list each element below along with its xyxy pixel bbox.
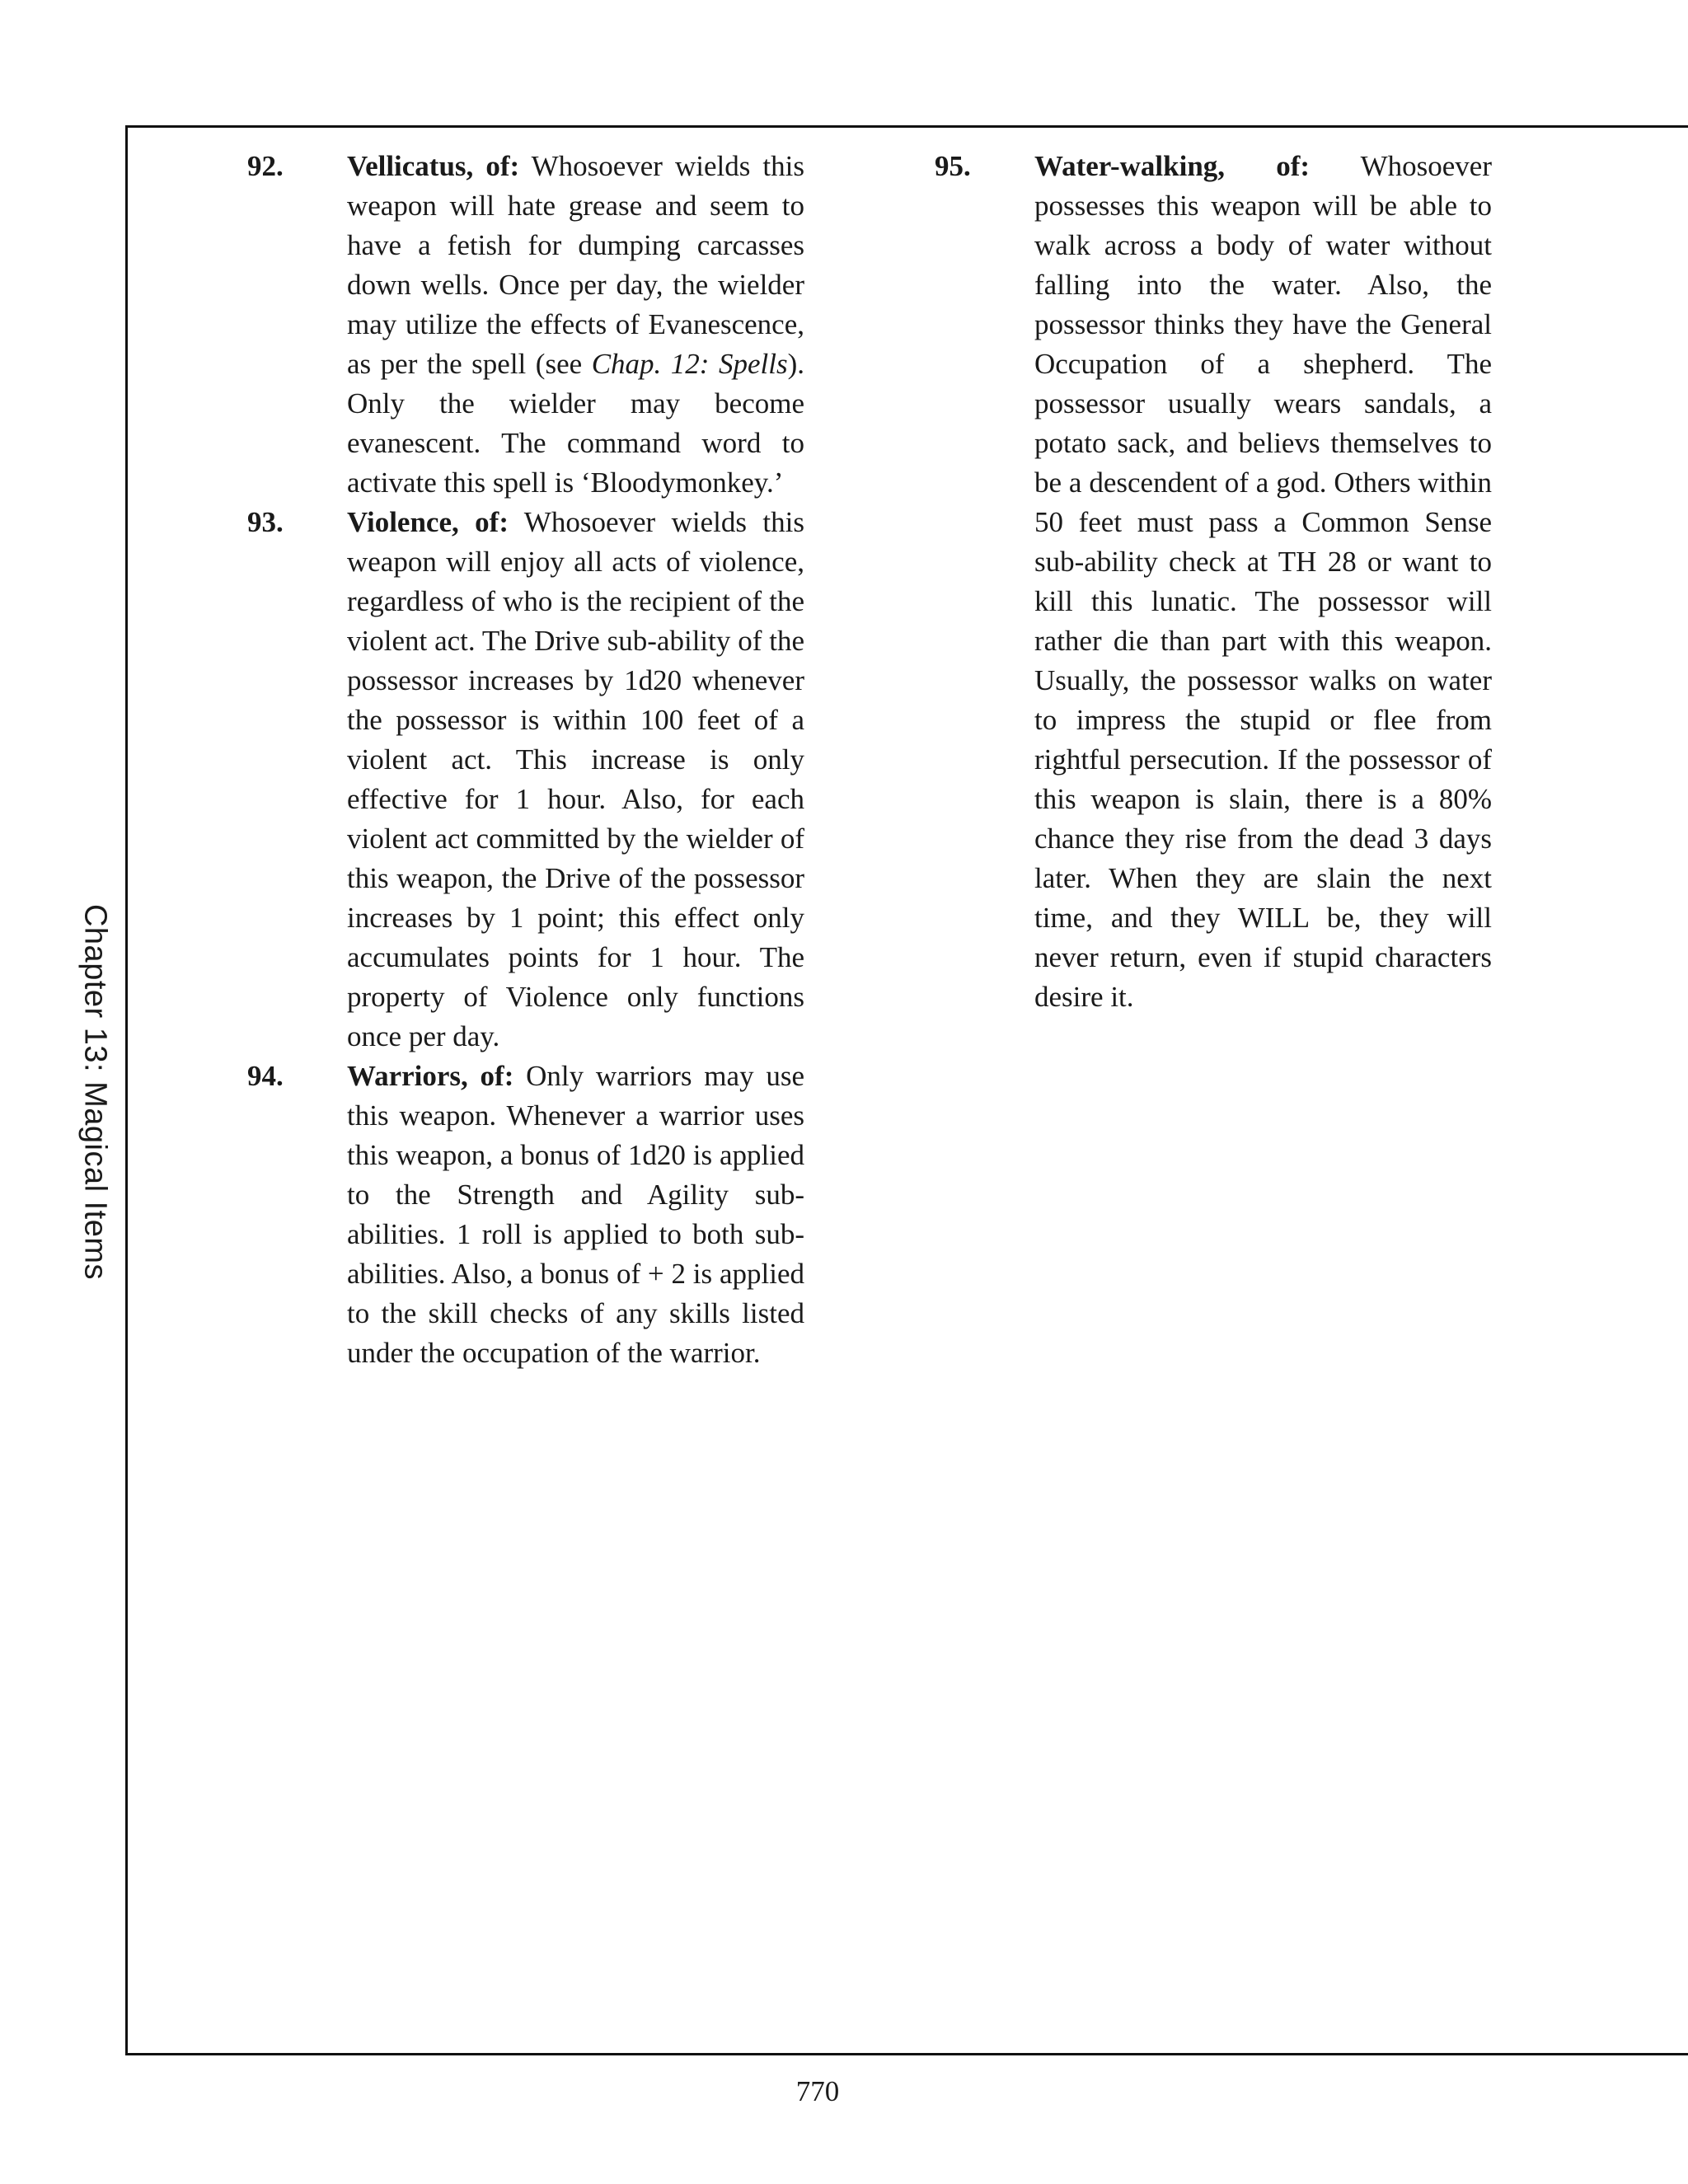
entry-text: Whosoever wields this weapon will enjoy all acts of violence, regardless of who is the recipient of the violent act. The Drive sub-ability of the possessor increases by 1d20 whenever the possessor is within 100 feet of a violent act. This increase is only effective for 1 hour. Also, for each violent act committed by the wielder of this weapon, the Drive of the possessor increases by 1 point; this effect only accumulates points for 1 hour. The property of Violence only functions once per day. bbox=[347, 506, 804, 1052]
entry-93 bbox=[247, 503, 804, 1057]
entry-body bbox=[347, 503, 804, 1057]
entry-body bbox=[1034, 147, 1492, 1017]
chapter-side-header: Chapter 13: Magical Items bbox=[77, 903, 113, 1281]
entry-number: 94. bbox=[247, 1060, 284, 1092]
entry-text: Only warriors may use this weapon. Whenever a warrior uses this weapon, a bonus of 1d20 is applied to the Strength and Agility sub-abilities. 1 roll is applied to both sub-abilities. Also, a bonus of + 2 is applied to the skill checks of any skills listed under the occupation of the warrior. bbox=[347, 1060, 804, 1369]
entry-text: Whosoever possesses this weapon will be able to walk across a body of water without falling into the water. Also, the possessor thinks they have the General Occupation of a shepherd. The possessor usually wears sandals, a potato sack, and believs themselves to be a descendent of a god. Others within 50 feet must pass a Common Sense sub-ability check at TH 28 or want to kill this lunatic. The possessor will rather die than part with this weapon. Usually, the possessor walks on water to impress the stupid or flee from rightful persecution. If the possessor of this weapon is slain, there is a 80% chance they rise from the dead 3 days later. When they are slain the next time, and they WILL be, they will never return, even if stupid characters desire it. bbox=[1034, 150, 1492, 1013]
entry-body bbox=[347, 147, 804, 503]
entry-number: 92. bbox=[247, 150, 284, 182]
entry-92 bbox=[247, 147, 804, 503]
left-column bbox=[247, 147, 804, 1373]
entry-number: 93. bbox=[247, 506, 284, 538]
entry-title: Vellicatus, of: bbox=[347, 150, 520, 182]
entry-body bbox=[347, 1057, 804, 1373]
entry-94 bbox=[247, 1057, 804, 1373]
entry-text: Whosoever wields this weapon will hate grease and seem to have a fetish for dumping carcasses down wells. Once per day, the wielder may utilize the effects of Evanescence, as per the spell (see bbox=[347, 150, 804, 380]
entry-95 bbox=[935, 147, 1492, 1017]
page-number: 770 bbox=[795, 2075, 840, 2107]
entry-title: Water-walking, of: bbox=[1034, 150, 1311, 182]
entry-text: ). Only the wielder may become evanescent. The command word to activate this spell is ‘Bloodymonkey.’ bbox=[347, 348, 804, 499]
right-column bbox=[935, 147, 1492, 1017]
entry-title: Warriors, of: bbox=[347, 1060, 514, 1092]
entry-number: 95. bbox=[935, 150, 971, 182]
entry-title: Violence, of: bbox=[347, 506, 509, 538]
entry-text-italic: Chap. 12: Spells bbox=[591, 348, 788, 380]
